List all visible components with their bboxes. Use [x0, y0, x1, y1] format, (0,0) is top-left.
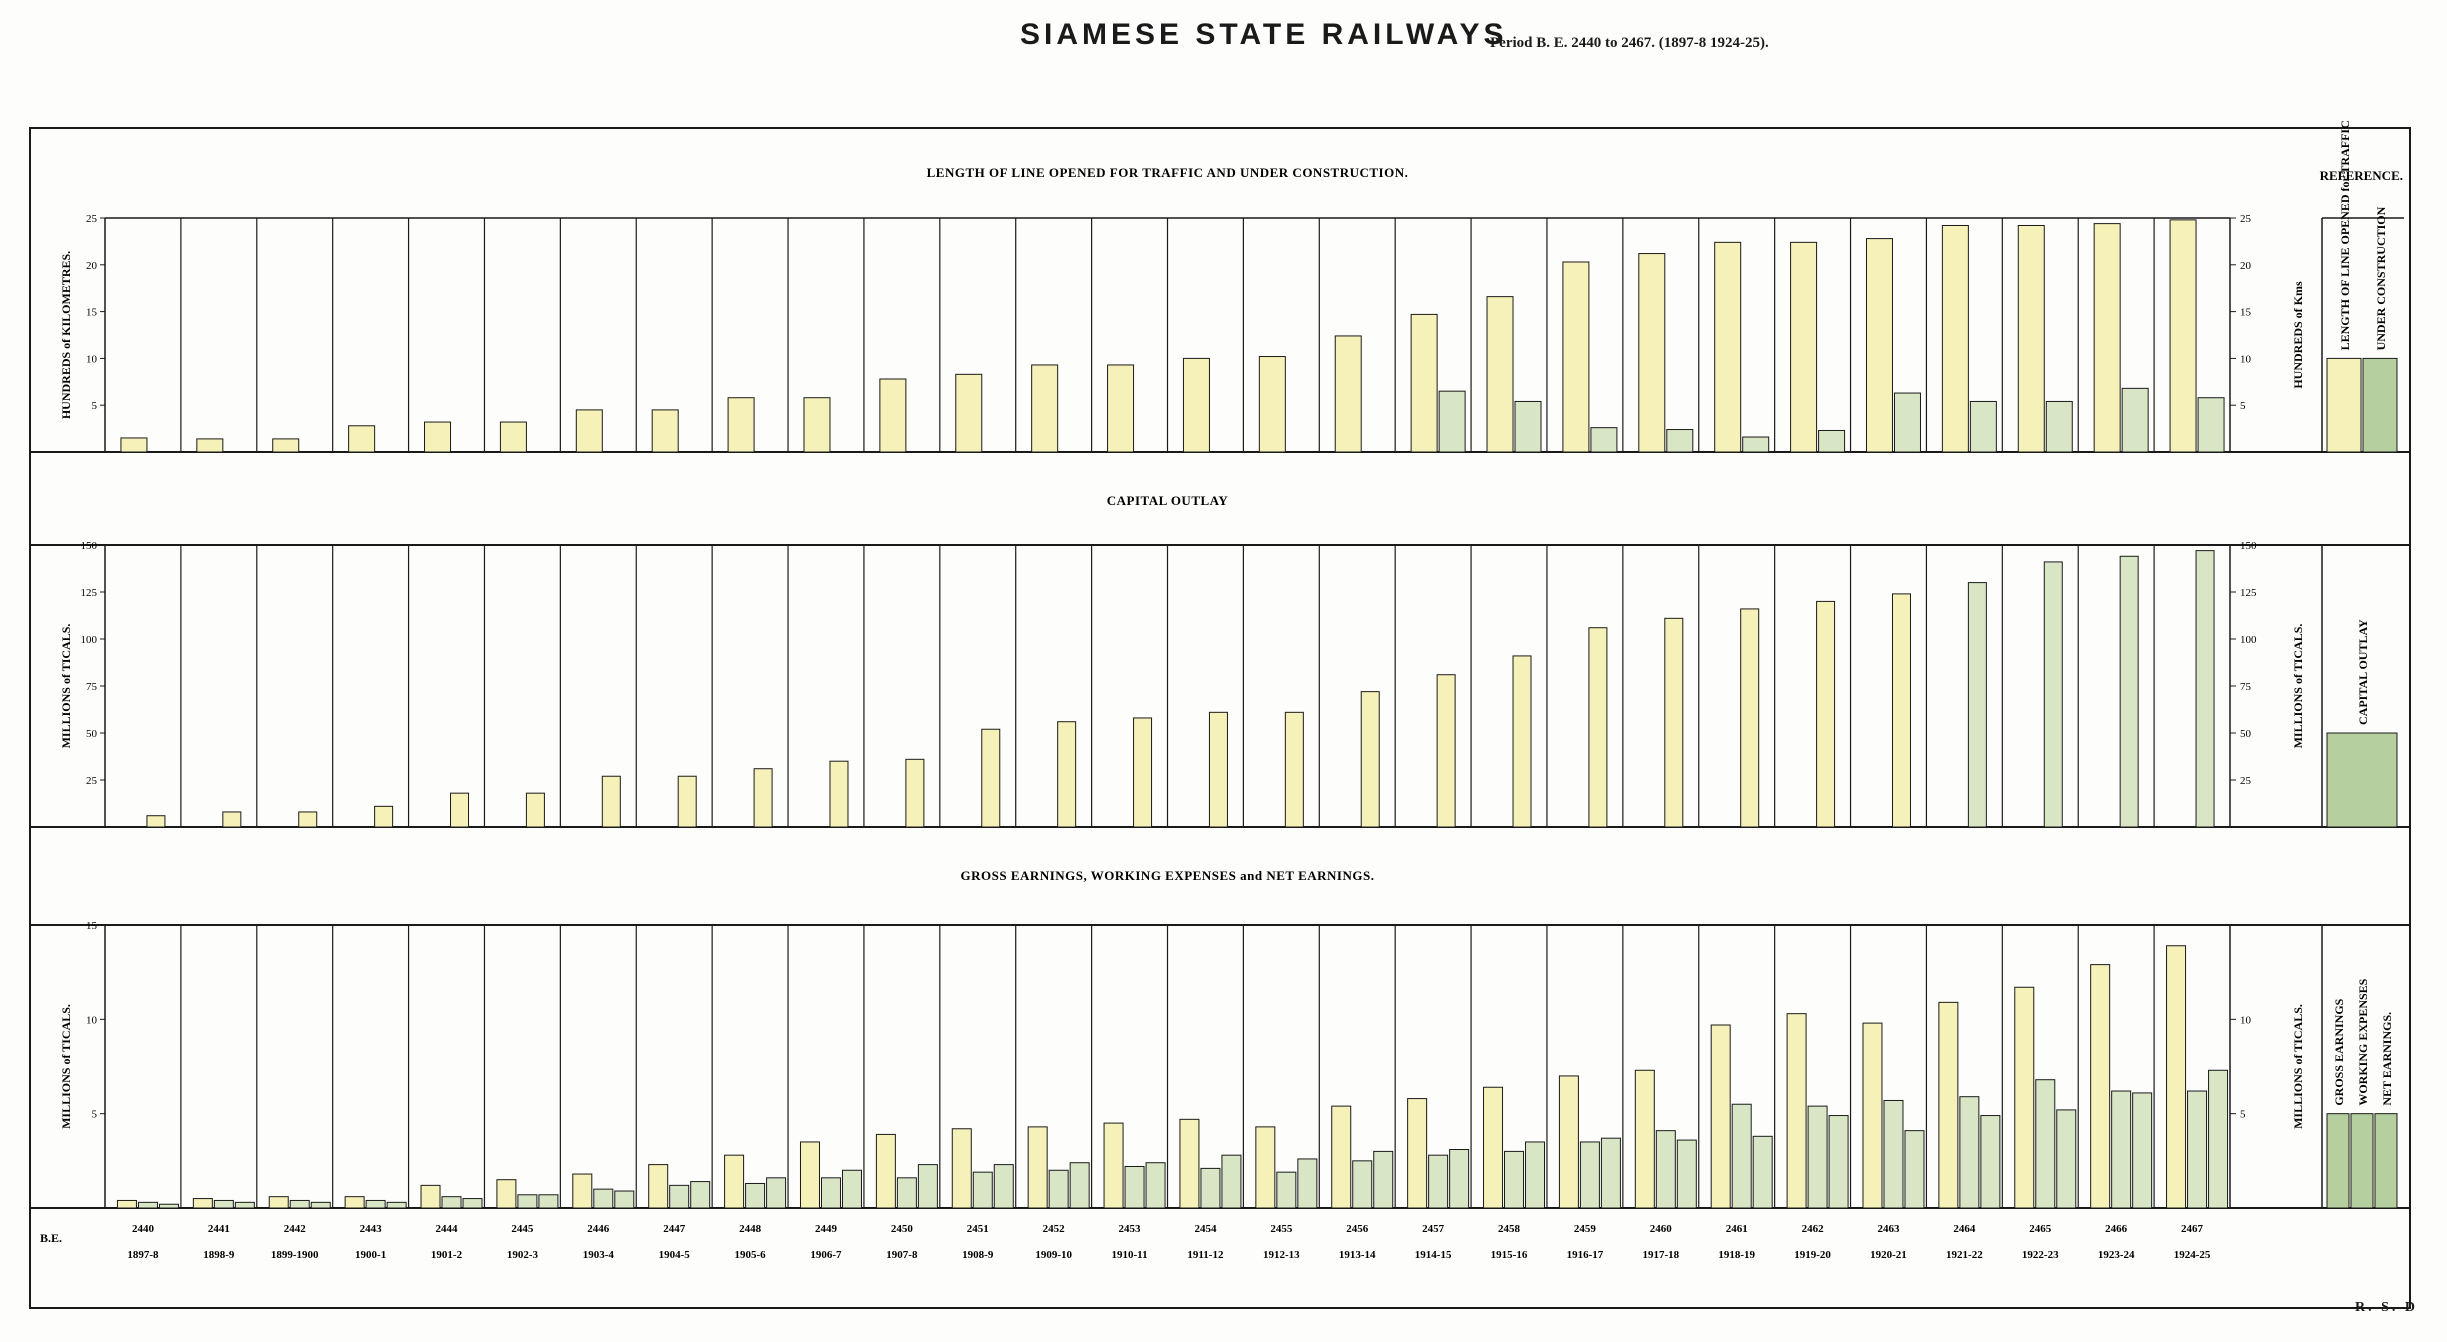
x-tick-ad-year: 1914-15	[1414, 1249, 1452, 1261]
x-tick-ad-year: 1902-3	[506, 1249, 538, 1261]
x-tick-ad-year: 1919-20	[1794, 1249, 1831, 1261]
bar-length-of-line-opened-for-traffic	[1639, 254, 1665, 452]
bar-net-earnings	[1981, 1116, 2000, 1208]
y-tick-label-right: 10	[2240, 1014, 2251, 1027]
x-tick-ad-year: 1909-10	[1035, 1249, 1072, 1261]
bar-net-earnings	[842, 1170, 861, 1208]
x-tick-ad-year: 1922-23	[2021, 1249, 2059, 1261]
reference-legend-bar	[2351, 1114, 2373, 1208]
y-tick-label-right: 15	[2240, 306, 2251, 319]
x-tick-ad-year: 1920-21	[1870, 1249, 1907, 1261]
x-tick-ad-year: 1908-9	[962, 1249, 994, 1261]
bar-length-of-line-opened-for-traffic	[880, 379, 906, 452]
bar-working-expenses	[670, 1185, 689, 1208]
x-tick-be-year: 2461	[1725, 1223, 1748, 1235]
reference-legend-label: UNDER CONSTRUCTION	[2374, 206, 2388, 351]
bar-capital-outlay	[1285, 712, 1303, 827]
bar-net-earnings	[918, 1165, 937, 1208]
bar-capital-outlay	[1513, 656, 1531, 827]
bar-gross-earnings	[1256, 1127, 1275, 1208]
x-tick-be-year: 2459	[1573, 1223, 1596, 1235]
bar-capital-outlay	[678, 776, 696, 827]
bar-working-expenses	[214, 1200, 233, 1208]
y-tick-label-right: 125	[2240, 587, 2257, 599]
x-tick-ad-year: 1917-18	[1642, 1249, 1680, 1261]
x-tick-be-year: 2441	[207, 1223, 230, 1235]
bar-gross-earnings	[1559, 1076, 1578, 1208]
bar-working-expenses	[1125, 1166, 1144, 1208]
bar-gross-earnings	[1787, 1014, 1806, 1208]
bar-gross-earnings	[1863, 1023, 1882, 1208]
x-tick-be-year: 2465	[2029, 1223, 2052, 1235]
bar-length-of-line-opened-for-traffic	[956, 374, 982, 452]
y-tick-label: 25	[86, 213, 97, 225]
bar-working-expenses	[1049, 1170, 1068, 1208]
bar-length-of-line-opened-for-traffic	[1183, 358, 1209, 452]
y-tick-label-right: 25	[2240, 213, 2251, 225]
y-axis-label: MILLIONS of TICALS.	[59, 623, 73, 749]
bar-net-earnings	[159, 1204, 178, 1208]
bar-gross-earnings	[800, 1142, 819, 1208]
bar-net-earnings	[691, 1182, 710, 1208]
bar-gross-earnings	[1635, 1070, 1654, 1208]
bar-length-of-line-opened-for-traffic	[349, 426, 375, 452]
bar-gross-earnings	[1332, 1106, 1351, 1208]
bar-capital-outlay	[1665, 618, 1683, 827]
bar-working-expenses	[1429, 1155, 1448, 1208]
bar-gross-earnings	[1939, 1002, 1958, 1208]
x-tick-be-year: 2466	[2105, 1223, 2128, 1235]
chart-title: GROSS EARNINGS, WORKING EXPENSES and NET EARNINGS.	[960, 868, 1375, 883]
bar-net-earnings	[615, 1191, 634, 1208]
x-tick-be-year: 2462	[1801, 1223, 1824, 1235]
bar-working-expenses	[138, 1202, 157, 1208]
bar-under-construction	[1439, 391, 1465, 452]
bar-capital-outlay	[982, 729, 1000, 827]
bar-length-of-line-opened-for-traffic	[1411, 314, 1437, 452]
reference-legend-label: CAPITAL OUTLAY	[2356, 619, 2370, 725]
bar-length-of-line-opened-for-traffic	[1335, 336, 1361, 452]
reference-legend-label: GROSS EARNINGS	[2332, 998, 2346, 1106]
x-tick-be-year: 2455	[1270, 1223, 1293, 1235]
bar-working-expenses	[973, 1172, 992, 1208]
bar-under-construction	[1819, 430, 1845, 452]
bar-net-earnings	[539, 1195, 558, 1208]
x-tick-be-year: 2464	[1953, 1223, 1976, 1235]
bar-capital-outlay	[2120, 556, 2138, 827]
bar-capital-outlay	[1892, 594, 1910, 827]
x-tick-ad-year: 1906-7	[810, 1249, 842, 1261]
bar-working-expenses	[518, 1195, 537, 1208]
bar-capital-outlay	[2044, 562, 2062, 827]
bar-under-construction	[1667, 430, 1693, 452]
y-tick-label-right: 150	[2240, 540, 2257, 552]
bar-capital-outlay	[375, 806, 393, 827]
reference-legend-bar	[2327, 733, 2397, 827]
bar-length-of-line-opened-for-traffic	[1563, 262, 1589, 452]
y-axis-label-right: HUNDREDS of Kms	[2291, 281, 2305, 389]
bar-gross-earnings	[345, 1197, 364, 1208]
bar-working-expenses	[1732, 1104, 1751, 1208]
bar-working-expenses	[442, 1197, 461, 1208]
x-tick-ad-year: 1911-12	[1187, 1249, 1224, 1261]
bar-net-earnings	[767, 1178, 786, 1208]
bar-capital-outlay	[1058, 722, 1076, 827]
x-tick-be-year: 2443	[359, 1223, 382, 1235]
bar-gross-earnings	[1408, 1099, 1427, 1208]
bar-length-of-line-opened-for-traffic	[1942, 225, 1968, 452]
x-tick-ad-year: 1900-1	[355, 1249, 387, 1261]
bar-length-of-line-opened-for-traffic	[1259, 357, 1285, 452]
page-title: SIAMESE STATE RAILWAYS	[1020, 18, 1508, 51]
bar-gross-earnings	[2015, 987, 2034, 1208]
bar-gross-earnings	[269, 1197, 288, 1208]
bar-under-construction	[1743, 437, 1769, 452]
bar-capital-outlay	[830, 761, 848, 827]
bar-under-construction	[1591, 428, 1617, 452]
y-tick-label: 125	[80, 587, 97, 599]
period-subtitle: Period B. E. 2440 to 2467. (1897-8 1924-25).	[1490, 35, 1769, 51]
bar-working-expenses	[1808, 1106, 1827, 1208]
bar-working-expenses	[366, 1200, 385, 1208]
bar-length-of-line-opened-for-traffic	[1032, 365, 1058, 452]
bar-length-of-line-opened-for-traffic	[1715, 242, 1741, 452]
reference-label: REFERENCE.	[2319, 168, 2403, 183]
bar-net-earnings	[1905, 1131, 1924, 1208]
x-tick-be-year: 2457	[1422, 1223, 1445, 1235]
signature: R. S. D	[2355, 1300, 2419, 1315]
x-tick-ad-year: 1912-13	[1263, 1249, 1300, 1261]
bar-length-of-line-opened-for-traffic	[2018, 225, 2044, 452]
bar-gross-earnings	[649, 1165, 668, 1208]
bar-capital-outlay	[1968, 583, 1986, 827]
bar-length-of-line-opened-for-traffic	[1791, 242, 1817, 452]
bar-gross-earnings	[117, 1200, 136, 1208]
bar-gross-earnings	[2167, 946, 2186, 1208]
bar-gross-earnings	[1484, 1087, 1503, 1208]
y-axis-label-right: MILLIONS of TICALS.	[2291, 1004, 2305, 1129]
be-row-label: B.E.	[40, 1231, 63, 1245]
reference-legend-label: WORKING EXPENSES	[2356, 978, 2370, 1106]
bar-length-of-line-opened-for-traffic	[425, 422, 451, 452]
bar-net-earnings	[1677, 1140, 1696, 1208]
x-tick-be-year: 2458	[1498, 1223, 1521, 1235]
bar-net-earnings	[311, 1202, 330, 1208]
x-tick-be-year: 2448	[739, 1223, 762, 1235]
x-tick-be-year: 2442	[283, 1223, 306, 1235]
bar-length-of-line-opened-for-traffic	[576, 410, 602, 452]
bar-length-of-line-opened-for-traffic	[197, 439, 223, 452]
bar-gross-earnings	[1180, 1119, 1199, 1208]
x-tick-be-year: 2440	[131, 1223, 154, 1235]
y-tick-label: 5	[91, 400, 97, 413]
reference-legend-bar	[2327, 1114, 2349, 1208]
y-tick-label: 25	[86, 775, 97, 787]
reference-legend-bar	[2327, 358, 2361, 452]
bar-under-construction	[1894, 393, 1920, 452]
y-tick-label-right: 25	[2240, 775, 2251, 787]
x-tick-be-year: 2450	[890, 1223, 913, 1235]
bar-length-of-line-opened-for-traffic	[500, 422, 526, 452]
x-tick-ad-year: 1904-5	[658, 1249, 690, 1261]
bar-capital-outlay	[1361, 692, 1379, 827]
y-tick-label-right: 100	[2240, 634, 2257, 646]
bar-working-expenses	[1580, 1142, 1599, 1208]
bar-capital-outlay	[2196, 551, 2214, 827]
bar-working-expenses	[1277, 1172, 1296, 1208]
y-tick-label: 5	[91, 1108, 97, 1121]
y-tick-label-right: 5	[2240, 400, 2246, 413]
bar-net-earnings	[1601, 1138, 1620, 1208]
x-tick-ad-year: 1918-19	[1718, 1249, 1756, 1261]
bar-gross-earnings	[2091, 965, 2110, 1208]
bar-net-earnings	[1753, 1136, 1772, 1208]
bar-working-expenses	[2036, 1080, 2055, 1208]
bar-length-of-line-opened-for-traffic	[121, 438, 147, 452]
x-tick-be-year: 2451	[966, 1223, 989, 1235]
bar-working-expenses	[2188, 1091, 2207, 1208]
bar-net-earnings	[2133, 1093, 2152, 1208]
x-tick-be-year: 2454	[1194, 1223, 1217, 1235]
bar-working-expenses	[1505, 1151, 1524, 1208]
bar-capital-outlay	[602, 776, 620, 827]
bar-net-earnings	[994, 1165, 1013, 1208]
bar-net-earnings	[1526, 1142, 1545, 1208]
bar-capital-outlay	[754, 769, 772, 827]
bar-capital-outlay	[906, 759, 924, 827]
bar-length-of-line-opened-for-traffic	[1866, 239, 1892, 452]
bar-under-construction	[2122, 388, 2148, 452]
bar-net-earnings	[1374, 1151, 1393, 1208]
bar-length-of-line-opened-for-traffic	[728, 398, 754, 452]
reference-legend-bar	[2375, 1114, 2397, 1208]
bar-working-expenses	[2112, 1091, 2131, 1208]
x-tick-be-year: 2463	[1877, 1223, 1900, 1235]
y-axis-label: MILLIONS of TICALS.	[59, 1004, 73, 1129]
bar-gross-earnings	[1028, 1127, 1047, 1208]
reference-legend-label: LENGTH OF LINE OPENED for TRAFFIC	[2338, 120, 2352, 351]
bar-length-of-line-opened-for-traffic	[2170, 220, 2196, 452]
x-tick-be-year: 2452	[1042, 1223, 1065, 1235]
bar-capital-outlay	[1817, 601, 1835, 827]
bar-capital-outlay	[526, 793, 544, 827]
y-tick-label-right: 75	[2240, 681, 2251, 693]
bar-working-expenses	[1960, 1097, 1979, 1208]
x-tick-ad-year: 1910-11	[1111, 1249, 1148, 1261]
x-tick-be-year: 2445	[511, 1223, 534, 1235]
bar-capital-outlay	[1209, 712, 1227, 827]
bar-working-expenses	[290, 1200, 309, 1208]
bar-gross-earnings	[876, 1134, 895, 1208]
bar-working-expenses	[897, 1178, 916, 1208]
x-tick-be-year: 2467	[2181, 1223, 2204, 1235]
x-tick-ad-year: 1899-1900	[270, 1249, 319, 1261]
bar-net-earnings	[1070, 1163, 1089, 1208]
y-tick-label: 20	[86, 259, 97, 272]
x-tick-be-year: 2449	[814, 1223, 837, 1235]
bar-capital-outlay	[299, 812, 317, 827]
bar-working-expenses	[1656, 1131, 1675, 1208]
bar-capital-outlay	[223, 812, 241, 827]
bar-working-expenses	[1884, 1100, 1903, 1208]
reference-legend-label: NET EARNINGS.	[2380, 1011, 2394, 1106]
y-axis-label: HUNDREDS of KILOMETRES.	[59, 250, 73, 420]
bar-net-earnings	[1146, 1163, 1165, 1208]
x-tick-be-year: 2447	[663, 1223, 686, 1235]
y-tick-label-right: 50	[2240, 728, 2251, 740]
bar-net-earnings	[2209, 1070, 2228, 1208]
chart-title: CAPITAL OUTLAY	[1106, 493, 1229, 508]
bar-working-expenses	[746, 1183, 765, 1208]
bar-net-earnings	[1450, 1150, 1469, 1208]
x-tick-ad-year: 1905-6	[734, 1249, 766, 1261]
x-tick-ad-year: 1898-9	[203, 1249, 235, 1261]
bar-gross-earnings	[193, 1199, 212, 1208]
bar-capital-outlay	[1741, 609, 1759, 827]
y-tick-label: 150	[80, 540, 97, 552]
bar-length-of-line-opened-for-traffic	[273, 439, 299, 452]
x-tick-ad-year: 1907-8	[886, 1249, 918, 1261]
y-tick-label: 10	[86, 1014, 97, 1027]
x-tick-ad-year: 1901-2	[430, 1249, 463, 1261]
x-tick-be-year: 2446	[587, 1223, 610, 1235]
bar-under-construction	[1970, 401, 1996, 452]
bar-gross-earnings	[725, 1155, 744, 1208]
x-tick-ad-year: 1916-17	[1566, 1249, 1604, 1261]
y-tick-label: 15	[86, 306, 97, 319]
y-axis-label-right: MILLIONS of TICALS.	[2291, 623, 2305, 749]
chart-title: LENGTH OF LINE OPENED FOR TRAFFIC AND UNDER CONSTRUCTION.	[926, 165, 1409, 180]
bar-net-earnings	[463, 1199, 482, 1208]
y-tick-label-right: 10	[2240, 353, 2251, 366]
bar-gross-earnings	[573, 1174, 592, 1208]
x-tick-be-year: 2453	[1118, 1223, 1141, 1235]
y-tick-label-right: 20	[2240, 259, 2251, 272]
y-tick-label: 50	[86, 728, 97, 740]
bar-capital-outlay	[147, 816, 165, 827]
x-tick-ad-year: 1924-25	[2173, 1249, 2211, 1261]
bar-capital-outlay	[451, 793, 469, 827]
bar-capital-outlay	[1437, 675, 1455, 827]
bar-net-earnings	[2057, 1110, 2076, 1208]
bar-gross-earnings	[1104, 1123, 1123, 1208]
bar-length-of-line-opened-for-traffic	[1108, 365, 1134, 452]
bar-gross-earnings	[1711, 1025, 1730, 1208]
x-tick-ad-year: 1913-14	[1338, 1249, 1376, 1261]
x-tick-ad-year: 1915-16	[1490, 1249, 1528, 1261]
bar-length-of-line-opened-for-traffic	[2094, 224, 2120, 452]
bar-under-construction	[1515, 401, 1541, 452]
bar-capital-outlay	[1134, 718, 1152, 827]
bar-gross-earnings	[421, 1185, 440, 1208]
x-tick-be-year: 2460	[1649, 1223, 1672, 1235]
bar-net-earnings	[1298, 1159, 1317, 1208]
x-tick-be-year: 2444	[435, 1223, 458, 1235]
bar-net-earnings	[1222, 1155, 1241, 1208]
bar-working-expenses	[1353, 1161, 1372, 1208]
bar-length-of-line-opened-for-traffic	[652, 410, 678, 452]
bar-length-of-line-opened-for-traffic	[1487, 297, 1513, 452]
x-tick-ad-year: 1923-24	[2097, 1249, 2135, 1261]
bar-under-construction	[2198, 398, 2224, 452]
x-tick-ad-year: 1921-22	[1946, 1249, 1983, 1261]
reference-legend-bar	[2363, 358, 2397, 452]
y-tick-label: 75	[86, 681, 97, 693]
y-tick-label: 10	[86, 353, 97, 366]
bar-under-construction	[2046, 401, 2072, 452]
bar-capital-outlay	[1589, 628, 1607, 827]
bar-working-expenses	[1201, 1168, 1220, 1208]
bar-length-of-line-opened-for-traffic	[804, 398, 830, 452]
bar-gross-earnings	[952, 1129, 971, 1208]
y-tick-label: 15	[86, 920, 97, 932]
x-tick-ad-year: 1897-8	[127, 1249, 159, 1261]
bar-gross-earnings	[497, 1180, 516, 1208]
bar-net-earnings	[235, 1202, 254, 1208]
x-tick-ad-year: 1903-4	[582, 1249, 614, 1261]
bar-net-earnings	[1829, 1116, 1848, 1208]
bar-working-expenses	[821, 1178, 840, 1208]
y-tick-label-right: 5	[2240, 1108, 2246, 1121]
y-tick-label: 100	[80, 634, 97, 646]
x-tick-be-year: 2456	[1346, 1223, 1369, 1235]
bar-working-expenses	[594, 1189, 613, 1208]
bar-net-earnings	[387, 1202, 406, 1208]
